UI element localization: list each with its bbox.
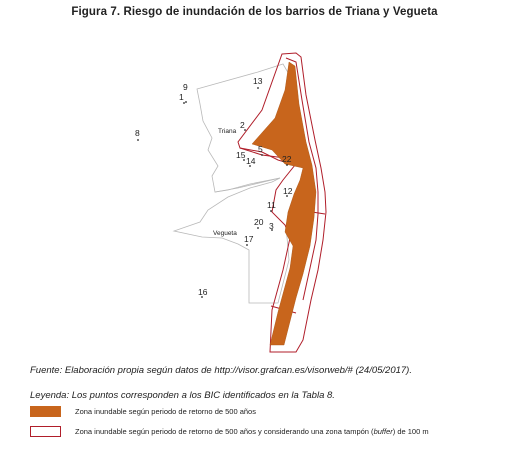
bic-point-label: 5 xyxy=(258,144,263,154)
legend-swatch-outline xyxy=(30,426,61,437)
legend-title: Leyenda: Los puntos corresponden a los BIC identificados en la Tabla 8. xyxy=(30,390,335,401)
bic-point xyxy=(183,82,188,103)
flood-map xyxy=(0,28,509,358)
bic-point-label: 17 xyxy=(244,234,254,244)
bic-point-label: 8 xyxy=(135,128,140,138)
legend-item-label: Zona inundable según periodo de retorno de 500 años y considerando una zona tampón (buffer) de 100 m xyxy=(75,427,429,436)
bic-point-label: 12 xyxy=(283,186,293,196)
flood-zone-500y xyxy=(252,62,316,345)
legend-item-buffer-zone xyxy=(30,425,429,438)
bic-point xyxy=(244,234,254,246)
bic-point xyxy=(267,200,276,212)
bic-point-label: 20 xyxy=(254,217,264,227)
bic-point-label: 9 xyxy=(183,82,188,92)
legend-item-flood-zone xyxy=(30,405,256,418)
figure-title: Figura 7. Riesgo de inundación de los barrios de Triana y Vegueta xyxy=(71,6,438,18)
bic-point xyxy=(253,76,263,89)
bic-point-label: 11 xyxy=(267,200,276,210)
bic-point-label: 22 xyxy=(282,154,292,164)
legend-swatch-fill xyxy=(30,406,61,417)
bic-point-label: 14 xyxy=(246,156,256,166)
bic-point-label: 1 xyxy=(179,92,184,102)
bic-point-label: 2 xyxy=(240,120,245,130)
bic-point-label: 16 xyxy=(198,287,208,297)
legend-item-label: Zona inundable según periodo de retorno de 500 años xyxy=(75,407,256,416)
bic-point-label: 15 xyxy=(236,150,246,160)
bic-point xyxy=(236,150,246,161)
bic-point xyxy=(240,120,246,131)
bic-point-label: 13 xyxy=(253,76,263,86)
bic-point-label: 3 xyxy=(269,221,274,231)
bic-point xyxy=(198,287,208,298)
bic-point xyxy=(179,92,185,104)
bic-point xyxy=(283,186,293,197)
area-label-vegueta: Vegueta xyxy=(213,230,237,237)
area-label-triana: Triana xyxy=(218,128,237,135)
figure-source: Fuente: Elaboración propia según datos de http://visor.grafcan.es/visorweb/# (24/05/2017). xyxy=(30,365,412,376)
bic-point xyxy=(246,156,256,167)
bic-point xyxy=(254,217,264,229)
bic-point xyxy=(269,221,274,231)
bic-point xyxy=(135,128,140,141)
